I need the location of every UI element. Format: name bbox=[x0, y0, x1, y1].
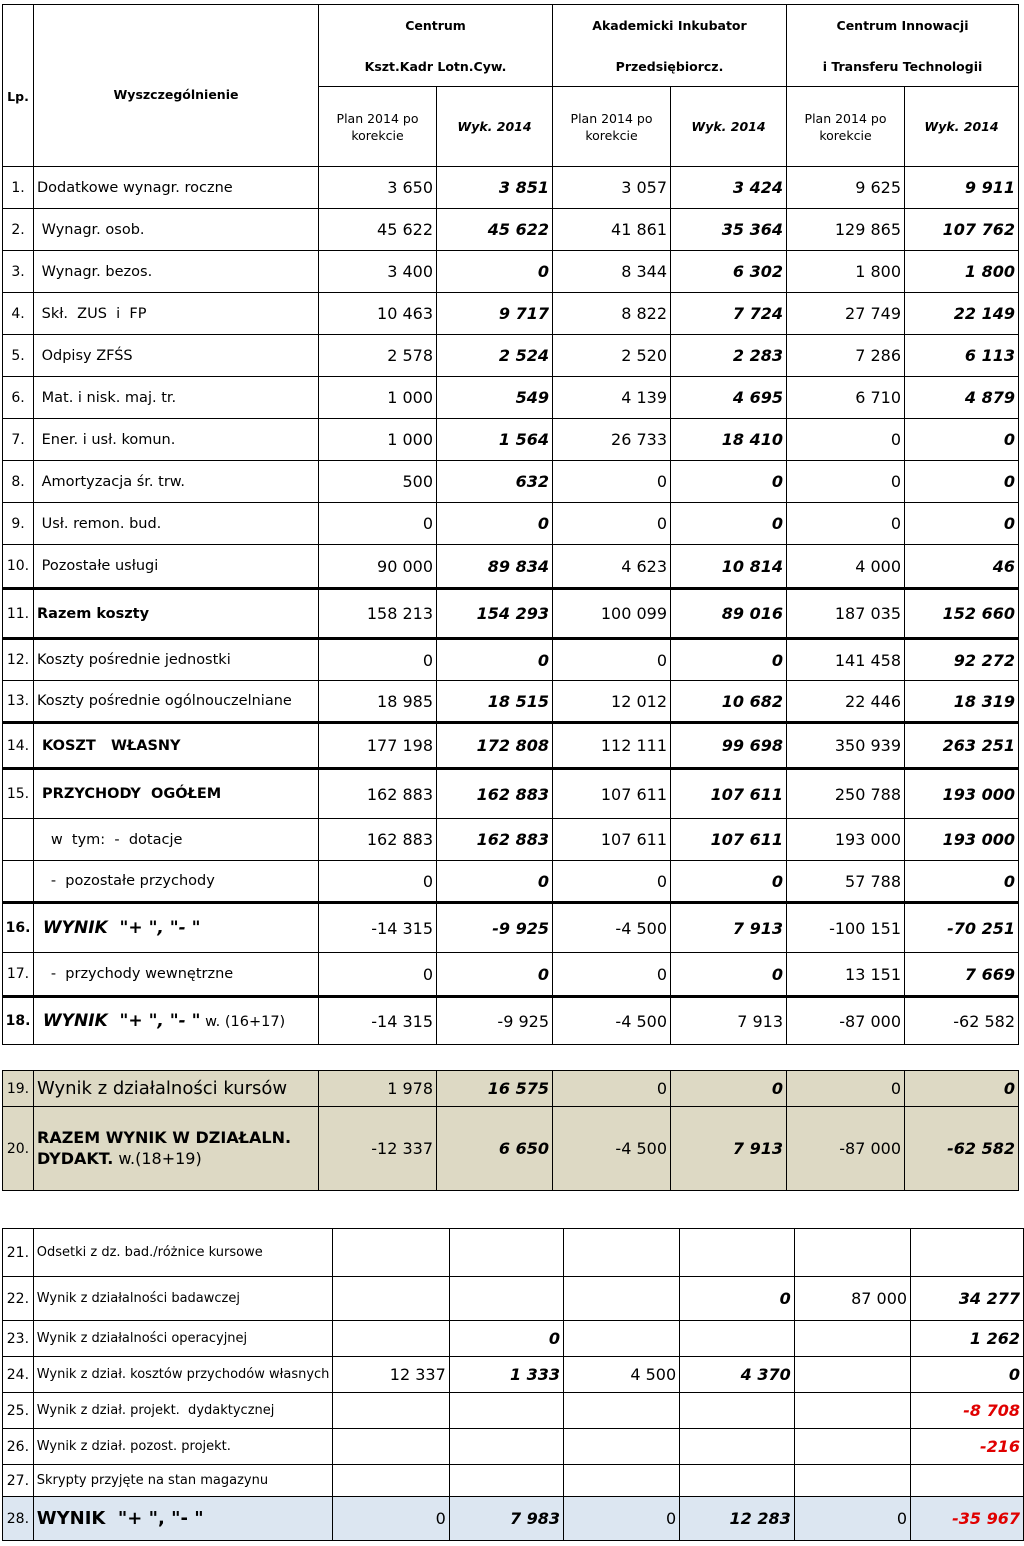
row-label: KOSZT WŁASNY bbox=[34, 723, 319, 769]
wyk-value: -35 967 bbox=[911, 1497, 1024, 1541]
plan-value: -14 315 bbox=[319, 903, 437, 953]
plan-value: -12 337 bbox=[319, 1107, 437, 1191]
plan-value: -100 151 bbox=[787, 903, 905, 953]
table-row bbox=[3, 1229, 1024, 1277]
plan-value: 0 bbox=[319, 639, 437, 681]
row-label: - pozostałe przychody bbox=[34, 861, 319, 903]
wyk-value: 0 bbox=[671, 639, 787, 681]
wyk-value: 0 bbox=[449, 1321, 563, 1357]
plan-value bbox=[794, 1321, 910, 1357]
plan-value: -4 500 bbox=[553, 903, 671, 953]
wyk-value: 7 913 bbox=[671, 1107, 787, 1191]
plan-value: 90 000 bbox=[319, 545, 437, 589]
plan-value: 4 500 bbox=[564, 1357, 680, 1393]
row-label: Amortyzacja śr. trw. bbox=[34, 461, 319, 503]
plan-header: Plan 2014 po korekcie bbox=[319, 87, 437, 167]
wyk-value: 18 319 bbox=[905, 681, 1019, 723]
results-table bbox=[2, 1228, 1024, 1541]
plan-value: 2 578 bbox=[319, 335, 437, 377]
wyk-value: 18 410 bbox=[671, 419, 787, 461]
wyk-value bbox=[449, 1429, 563, 1465]
row-number: 24. bbox=[3, 1357, 34, 1393]
plan-value: 350 939 bbox=[787, 723, 905, 769]
row-number: 25. bbox=[3, 1393, 34, 1429]
row-label: Odsetki z dz. bad./różnice kursowe bbox=[33, 1229, 333, 1277]
row-number: 17. bbox=[3, 953, 34, 997]
plan-value: 0 bbox=[319, 861, 437, 903]
group-2-title: Akademicki Inkubator bbox=[553, 5, 787, 47]
row-label: Pozostałe usługi bbox=[34, 545, 319, 589]
wyk-value: 4 879 bbox=[905, 377, 1019, 419]
plan-value: 177 198 bbox=[319, 723, 437, 769]
row-label: Wynik z dział. kosztów przychodów własnych bbox=[33, 1357, 333, 1393]
table-row bbox=[3, 1357, 1024, 1393]
table-row bbox=[3, 639, 1019, 681]
row-number: 13. bbox=[3, 681, 34, 723]
wyk-value: 172 808 bbox=[437, 723, 553, 769]
group-3-subtitle: i Transferu Technologii bbox=[787, 47, 1019, 87]
wyk-value: 0 bbox=[671, 953, 787, 997]
plan-value: 41 861 bbox=[553, 209, 671, 251]
wyk-value: -9 925 bbox=[437, 997, 553, 1045]
plan-value: 2 520 bbox=[553, 335, 671, 377]
plan-value: -14 315 bbox=[319, 997, 437, 1045]
wyk-value: -62 582 bbox=[905, 1107, 1019, 1191]
wyk-value bbox=[680, 1465, 795, 1497]
table-row bbox=[3, 251, 1019, 293]
plan-value: 12 012 bbox=[553, 681, 671, 723]
row-label: Wynik z działalności operacyjnej bbox=[33, 1321, 333, 1357]
row-number: 23. bbox=[3, 1321, 34, 1357]
plan-value: 3 650 bbox=[319, 167, 437, 209]
wyk-value: 1 800 bbox=[905, 251, 1019, 293]
plan-value: 107 611 bbox=[553, 769, 671, 819]
row-number: 3. bbox=[3, 251, 34, 293]
table-row bbox=[3, 503, 1019, 545]
table-row bbox=[3, 419, 1019, 461]
wyk-value: 0 bbox=[437, 503, 553, 545]
wyk-value bbox=[680, 1321, 795, 1357]
wyk-value: 99 698 bbox=[671, 723, 787, 769]
row-number: 15. bbox=[3, 769, 34, 819]
main-table bbox=[2, 4, 1019, 1045]
row-number: 27. bbox=[3, 1465, 34, 1497]
plan-value bbox=[794, 1393, 910, 1429]
plan-value: 4 000 bbox=[787, 545, 905, 589]
plan-header: Plan 2014 po korekcie bbox=[787, 87, 905, 167]
plan-value: 112 111 bbox=[553, 723, 671, 769]
row-number: 10. bbox=[3, 545, 34, 589]
plan-value bbox=[794, 1357, 910, 1393]
plan-value: 7 286 bbox=[787, 335, 905, 377]
wyk-value: -8 708 bbox=[911, 1393, 1024, 1429]
wyk-value: 549 bbox=[437, 377, 553, 419]
plan-value: 3 400 bbox=[319, 251, 437, 293]
table-row bbox=[3, 1465, 1024, 1497]
table-row bbox=[3, 861, 1019, 903]
table-row bbox=[3, 377, 1019, 419]
plan-value: 193 000 bbox=[787, 819, 905, 861]
table-row bbox=[3, 589, 1019, 639]
wyk-value: 0 bbox=[911, 1357, 1024, 1393]
plan-value: 250 788 bbox=[787, 769, 905, 819]
group-1-title: Centrum bbox=[319, 5, 553, 47]
row-number bbox=[3, 819, 34, 861]
plan-value: 0 bbox=[319, 953, 437, 997]
row-label: WYNIK "+ ", "- " w. (16+17) bbox=[34, 997, 319, 1045]
wyk-value: 0 bbox=[905, 461, 1019, 503]
row-label: RAZEM WYNIK W DZIAŁALN. DYDAKT. w.(18+19) bbox=[34, 1107, 319, 1191]
plan-value: 162 883 bbox=[319, 819, 437, 861]
plan-value: 0 bbox=[553, 861, 671, 903]
wyk-value bbox=[449, 1465, 563, 1497]
wyk-value: 2 283 bbox=[671, 335, 787, 377]
plan-value: 0 bbox=[787, 503, 905, 545]
wyk-value: 6 650 bbox=[437, 1107, 553, 1191]
plan-value: 162 883 bbox=[319, 769, 437, 819]
wyk-value: 1 262 bbox=[911, 1321, 1024, 1357]
plan-value: 1 978 bbox=[319, 1071, 437, 1107]
plan-value: 0 bbox=[564, 1497, 680, 1541]
plan-value: 10 463 bbox=[319, 293, 437, 335]
table-row bbox=[3, 209, 1019, 251]
plan-value: 0 bbox=[333, 1497, 449, 1541]
plan-value bbox=[564, 1429, 680, 1465]
wyk-value: 7 913 bbox=[671, 903, 787, 953]
plan-value: 9 625 bbox=[787, 167, 905, 209]
row-number: 14. bbox=[3, 723, 34, 769]
plan-value bbox=[794, 1429, 910, 1465]
wyk-value: 89 834 bbox=[437, 545, 553, 589]
plan-value: 129 865 bbox=[787, 209, 905, 251]
row-number: 7. bbox=[3, 419, 34, 461]
row-number: 1. bbox=[3, 167, 34, 209]
wyk-value: 162 883 bbox=[437, 819, 553, 861]
wyk-value: 0 bbox=[905, 861, 1019, 903]
plan-value: 26 733 bbox=[553, 419, 671, 461]
plan-value: 6 710 bbox=[787, 377, 905, 419]
wyk-value bbox=[449, 1229, 563, 1277]
row-number: 28. bbox=[3, 1497, 34, 1541]
table-row bbox=[3, 335, 1019, 377]
wyk-value: 22 149 bbox=[905, 293, 1019, 335]
wyk-value: 152 660 bbox=[905, 589, 1019, 639]
table-row bbox=[3, 545, 1019, 589]
group-1-subtitle: Kszt.Kadr Lotn.Cyw. bbox=[319, 47, 553, 87]
wyk-value: 4 695 bbox=[671, 377, 787, 419]
wyk-value bbox=[680, 1229, 795, 1277]
wyk-value: 6 302 bbox=[671, 251, 787, 293]
plan-value: 0 bbox=[787, 1071, 905, 1107]
wyk-value: 0 bbox=[680, 1277, 795, 1321]
row-label: Usł. remon. bud. bbox=[34, 503, 319, 545]
row-label: Mat. i nisk. maj. tr. bbox=[34, 377, 319, 419]
table-row bbox=[3, 1107, 1019, 1191]
table-row bbox=[3, 1071, 1019, 1107]
row-number: 5. bbox=[3, 335, 34, 377]
wyk-value: 7 983 bbox=[449, 1497, 563, 1541]
wyk-value: 0 bbox=[671, 461, 787, 503]
plan-value: 3 057 bbox=[553, 167, 671, 209]
wyk-value: 7 669 bbox=[905, 953, 1019, 997]
plan-value: 1 800 bbox=[787, 251, 905, 293]
wyk-value: -70 251 bbox=[905, 903, 1019, 953]
wyk-value: 193 000 bbox=[905, 819, 1019, 861]
group-3-title: Centrum Innowacji bbox=[787, 5, 1019, 47]
plan-value: 1 000 bbox=[319, 419, 437, 461]
row-label: Koszty pośrednie jednostki bbox=[34, 639, 319, 681]
desc-header-top bbox=[34, 5, 319, 87]
row-label: WYNIK "+ ", "- " bbox=[34, 903, 319, 953]
plan-value: 4 139 bbox=[553, 377, 671, 419]
plan-header: Plan 2014 po korekcie bbox=[553, 87, 671, 167]
row-label: PRZYCHODY OGÓŁEM bbox=[34, 769, 319, 819]
plan-value bbox=[564, 1393, 680, 1429]
table-row bbox=[3, 461, 1019, 503]
wyk-value: 3 851 bbox=[437, 167, 553, 209]
wyk-value: 154 293 bbox=[437, 589, 553, 639]
row-number: 19. bbox=[3, 1071, 34, 1107]
table-row bbox=[3, 681, 1019, 723]
wyk-value: 0 bbox=[671, 861, 787, 903]
plan-value bbox=[794, 1465, 910, 1497]
wyk-value bbox=[449, 1393, 563, 1429]
row-number: 4. bbox=[3, 293, 34, 335]
plan-value: -87 000 bbox=[787, 1107, 905, 1191]
wyk-value: 107 611 bbox=[671, 769, 787, 819]
plan-value: 27 749 bbox=[787, 293, 905, 335]
wyk-value: 4 370 bbox=[680, 1357, 795, 1393]
row-label: Wynagr. bezos. bbox=[34, 251, 319, 293]
wyk-value: 162 883 bbox=[437, 769, 553, 819]
wyk-value bbox=[680, 1429, 795, 1465]
wyk-value: 1 333 bbox=[449, 1357, 563, 1393]
row-label: Wynagr. osob. bbox=[34, 209, 319, 251]
row-number: 6. bbox=[3, 377, 34, 419]
row-label: WYNIK "+ ", "- " bbox=[33, 1497, 333, 1541]
row-number: 12. bbox=[3, 639, 34, 681]
row-number: 9. bbox=[3, 503, 34, 545]
wyk-value: 35 364 bbox=[671, 209, 787, 251]
plan-value: 0 bbox=[553, 461, 671, 503]
table-row bbox=[3, 997, 1019, 1045]
plan-value bbox=[333, 1229, 449, 1277]
plan-value: -4 500 bbox=[553, 1107, 671, 1191]
plan-value: 22 446 bbox=[787, 681, 905, 723]
plan-value: 0 bbox=[787, 419, 905, 461]
wyk-header: Wyk. 2014 bbox=[905, 87, 1019, 167]
table-row bbox=[3, 723, 1019, 769]
wyk-value: 0 bbox=[671, 1071, 787, 1107]
plan-value bbox=[564, 1321, 680, 1357]
lp-header-top bbox=[3, 5, 34, 87]
plan-value: 4 623 bbox=[553, 545, 671, 589]
plan-value: 0 bbox=[553, 503, 671, 545]
row-label: Skł. ZUS i FP bbox=[34, 293, 319, 335]
wyk-value: 10 814 bbox=[671, 545, 787, 589]
wyk-value: 0 bbox=[905, 419, 1019, 461]
wyk-value: 193 000 bbox=[905, 769, 1019, 819]
table-row bbox=[3, 1321, 1024, 1357]
table-row bbox=[3, 293, 1019, 335]
row-number: 11. bbox=[3, 589, 34, 639]
plan-value bbox=[333, 1465, 449, 1497]
wyk-value: 92 272 bbox=[905, 639, 1019, 681]
plan-value: 0 bbox=[794, 1497, 910, 1541]
plan-value bbox=[564, 1229, 680, 1277]
plan-value bbox=[333, 1277, 449, 1321]
plan-value: 0 bbox=[553, 1071, 671, 1107]
row-number: 8. bbox=[3, 461, 34, 503]
row-number: 26. bbox=[3, 1429, 34, 1465]
table-row bbox=[3, 167, 1019, 209]
plan-value: 0 bbox=[553, 639, 671, 681]
wyk-value: 9 717 bbox=[437, 293, 553, 335]
plan-value: 45 622 bbox=[319, 209, 437, 251]
plan-value: 13 151 bbox=[787, 953, 905, 997]
row-label: Ener. i usł. komun. bbox=[34, 419, 319, 461]
table-row bbox=[3, 1497, 1024, 1541]
group-2-subtitle: Przedsiębiorcz. bbox=[553, 47, 787, 87]
wyk-header: Wyk. 2014 bbox=[671, 87, 787, 167]
plan-value: 18 985 bbox=[319, 681, 437, 723]
row-number: 16. bbox=[3, 903, 34, 953]
row-label: Odpisy ZFŚS bbox=[34, 335, 319, 377]
wyk-value: 16 575 bbox=[437, 1071, 553, 1107]
plan-value bbox=[333, 1429, 449, 1465]
plan-value: 107 611 bbox=[553, 819, 671, 861]
row-label: Wynik z działalności badawczej bbox=[33, 1277, 333, 1321]
wyk-value bbox=[911, 1465, 1024, 1497]
row-number: 2. bbox=[3, 209, 34, 251]
wyk-value bbox=[911, 1229, 1024, 1277]
wyk-value: 0 bbox=[437, 251, 553, 293]
row-number: 21. bbox=[3, 1229, 34, 1277]
plan-value bbox=[564, 1277, 680, 1321]
wyk-value: 46 bbox=[905, 545, 1019, 589]
row-label: - przychody wewnętrzne bbox=[34, 953, 319, 997]
wyk-value: 12 283 bbox=[680, 1497, 795, 1541]
wyk-value: 89 016 bbox=[671, 589, 787, 639]
wyk-value: 7 913 bbox=[671, 997, 787, 1045]
row-number: 22. bbox=[3, 1277, 34, 1321]
plan-value: 1 000 bbox=[319, 377, 437, 419]
plan-value: -4 500 bbox=[553, 997, 671, 1045]
row-number bbox=[3, 861, 34, 903]
plan-value: 8 822 bbox=[553, 293, 671, 335]
desc-header: Wyszczególnienie bbox=[34, 87, 319, 167]
plan-value: 12 337 bbox=[333, 1357, 449, 1393]
wyk-value: 107 762 bbox=[905, 209, 1019, 251]
row-label: Skrypty przyjęte na stan magazynu bbox=[33, 1465, 333, 1497]
wyk-value: 34 277 bbox=[911, 1277, 1024, 1321]
summary-table bbox=[2, 1070, 1019, 1191]
table-row bbox=[3, 1393, 1024, 1429]
table-row bbox=[3, 953, 1019, 997]
wyk-value: 0 bbox=[437, 639, 553, 681]
plan-value: 57 788 bbox=[787, 861, 905, 903]
wyk-value: 0 bbox=[437, 953, 553, 997]
table-row bbox=[3, 1429, 1024, 1465]
table-row bbox=[3, 819, 1019, 861]
wyk-value: -216 bbox=[911, 1429, 1024, 1465]
plan-value: 187 035 bbox=[787, 589, 905, 639]
wyk-value: 1 564 bbox=[437, 419, 553, 461]
plan-value: 0 bbox=[787, 461, 905, 503]
wyk-value: 2 524 bbox=[437, 335, 553, 377]
row-label: Wynik z dział. pozost. projekt. bbox=[33, 1429, 333, 1465]
lp-header: Lp. bbox=[3, 87, 34, 167]
wyk-value bbox=[449, 1277, 563, 1321]
wyk-value: 632 bbox=[437, 461, 553, 503]
wyk-value: 0 bbox=[437, 861, 553, 903]
plan-value bbox=[333, 1321, 449, 1357]
plan-value bbox=[564, 1465, 680, 1497]
plan-value: 8 344 bbox=[553, 251, 671, 293]
table-row bbox=[3, 1277, 1024, 1321]
wyk-header: Wyk. 2014 bbox=[437, 87, 553, 167]
plan-value: 158 213 bbox=[319, 589, 437, 639]
wyk-value: 7 724 bbox=[671, 293, 787, 335]
plan-value bbox=[794, 1229, 910, 1277]
row-label: w tym: - dotacje bbox=[34, 819, 319, 861]
row-label: Wynik z dział. projekt. dydaktycznej bbox=[33, 1393, 333, 1429]
row-label: Koszty pośrednie ogólnouczelniane bbox=[34, 681, 319, 723]
wyk-value: 107 611 bbox=[671, 819, 787, 861]
plan-value bbox=[333, 1393, 449, 1429]
plan-value: 100 099 bbox=[553, 589, 671, 639]
table-row bbox=[3, 769, 1019, 819]
plan-value: 0 bbox=[319, 503, 437, 545]
wyk-value: -62 582 bbox=[905, 997, 1019, 1045]
row-number: 20. bbox=[3, 1107, 34, 1191]
wyk-value: 3 424 bbox=[671, 167, 787, 209]
plan-value: 0 bbox=[553, 953, 671, 997]
row-label: Razem koszty bbox=[34, 589, 319, 639]
plan-value: 500 bbox=[319, 461, 437, 503]
wyk-value: -9 925 bbox=[437, 903, 553, 953]
wyk-value: 0 bbox=[671, 503, 787, 545]
row-label: Dodatkowe wynagr. roczne bbox=[34, 167, 319, 209]
wyk-value: 263 251 bbox=[905, 723, 1019, 769]
wyk-value: 18 515 bbox=[437, 681, 553, 723]
row-number: 18. bbox=[3, 997, 34, 1045]
wyk-value: 45 622 bbox=[437, 209, 553, 251]
plan-value: -87 000 bbox=[787, 997, 905, 1045]
wyk-value: 0 bbox=[905, 1071, 1019, 1107]
wyk-value: 0 bbox=[905, 503, 1019, 545]
plan-value: 87 000 bbox=[794, 1277, 910, 1321]
wyk-value bbox=[680, 1393, 795, 1429]
row-label: Wynik z działalności kursów bbox=[34, 1071, 319, 1107]
wyk-value: 9 911 bbox=[905, 167, 1019, 209]
wyk-value: 10 682 bbox=[671, 681, 787, 723]
table-row bbox=[3, 903, 1019, 953]
plan-value: 141 458 bbox=[787, 639, 905, 681]
wyk-value: 6 113 bbox=[905, 335, 1019, 377]
